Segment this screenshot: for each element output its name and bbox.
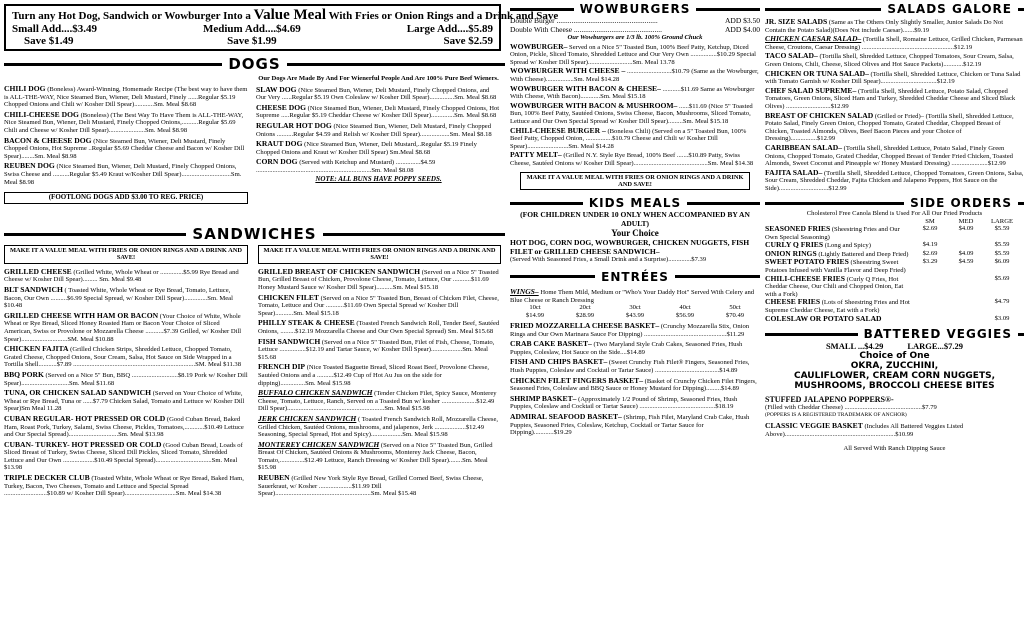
- side-order-row: ONION RINGS (Lightly Battered and Deep Fried) $2.69 $4.09 $5.59: [765, 248, 1010, 258]
- sandwiches-section: [0, 245, 505, 498]
- salads-header: SALADS GALORE: [765, 2, 1024, 16]
- veggies-header: BATTERED VEGGIES: [765, 327, 1024, 341]
- salad-item: CARIBBEAN SALAD– (Tortilla Shell, Shredded Lettuce, Potato Salad, Finely Green Onions, Chopped Tomato, Grated Cheddar, Chopped Breast of Tender Fried Chicken, Toasted Almonds, Sweet Coconut and Pineapple w/ Honey Mustard Dressing) ......................$12.99: [765, 142, 1013, 168]
- salad-item: CHICKEN CAESAR SALAD– (Tortilla Shell, Romaine Lettuce, Grilled Chicken, Parmesan Cheese, Croutons, Caesar Dressing) ........................................................$12.19: [765, 34, 1023, 51]
- salad-item: CHEF SALAD SUPREME– (Tortilla Shell, Shredded Lettuce, Potato Salad, Chopped Tomatoes, Green Onions, Sliced Ham and Turkey, Shredded Cheddar Cheese and Sliced Black Olives) ...........................$12.99: [765, 85, 1016, 110]
- side-order-row: CURLY Q FRIES (Long and Spicy) $4.19 $5.59: [765, 240, 1010, 250]
- sandwich-item: BUFFALO CHICKEN SANDWICH (Tender Chicken Filet, Spicy Sauce, Monterey Cheese, Tomato, Lettuce, Ranch, Served on a Toasted Bun w/ kosher .....................$12.49 Dill Spear)...........................................................Sm. Meal $15.98: [258, 388, 497, 413]
- kids-choice: Your Choice: [611, 228, 659, 239]
- sandwich-item: GRILLED CHEESE WITH HAM OR BACON (Your Choice of White, Whole Wheat or Rye Bread, Sliced Honey Roasted Ham or Bacon Your Choice of Sliced American, Swiss or Provolone or Mozzarella Cheese ...........$7.39 Grilled, w/ Kosher Dill Spear)............................SM. Meal $10.88: [4, 310, 242, 343]
- classic-veggie: CLASSIC VEGGIE BASKET (Includes All Battered Veggies Listed Above)...................................................................$10.99: [765, 421, 964, 438]
- dog-item: SLAW DOG (Nice Steamed Bun, Wiener, Deli Mustard, Finely Chopped Onions, and Our Very ......Regular $5.19 Own Coleslaw w/ Kosher Dill Spear)...............Sm. Meal $8.68: [256, 84, 497, 102]
- value-meal-line1: Turn any Hot Dog, Sandwich or Wowburger Into a: [12, 10, 251, 22]
- wings-item: WINGS– Home Them Mild, Medium or "Who's Your Daddy Hot" Served With Celery and Blue Cheese or Ranch Dressing: [510, 286, 755, 304]
- sandwich-item: GRILLED CHEESE (Grilled White, Whole Wheat or ..............$5.99 Rye Bread and Cheese w/ Kosher Dill Spear)......... Sm. Meal $9.48: [4, 266, 239, 284]
- veggie-choice: Choice of One: [859, 351, 930, 362]
- sandwiches-header: SANDWICHES: [4, 225, 505, 243]
- wowburger-item: PATTY MELT– (Grilled N.Y. Style Rye Bread, 100% Beef .......$10.89 Patty, Swiss Cheese, Sautéed Onions w/ Kosher Dill Spear).............................................Sm. Meal $14.38: [510, 150, 754, 167]
- footlong-note: (FOOTLONG DOGS ADD $3.00 TO REG. PRICE): [4, 192, 248, 203]
- sandwich-value-box: MAKE IT A VALUE MEAL WITH FRIES OR ONION RINGS AND A DRINK AND SAVE!: [4, 245, 248, 264]
- wings-prices: $14.99 $28.99 $43.99 $56.99 $70.49: [525, 312, 745, 320]
- dogs-intro: Our Dogs Are Made By And For Wienerful People And Are 100% Pure Beef Wieners.: [258, 75, 499, 82]
- side-order-row: SWEET POTATO FRIES (Sheestring Sweet Potatoes Infused with Vanilla Flavor and Deep Fried) $3.29 $4.59 $6.09: [765, 257, 1010, 275]
- value-size-small: Small Add....$3.49 Save $1.49: [12, 23, 97, 47]
- sandwich-item: GRILLED BREAST OF CHICKEN SANDWICH (Served on a Nice 5" Toasted Bun, Grilled Breast of Chicken, Provolone Cheese, Tomato, Lettuce, Our ...........$11.69 Honey Mustard Sauce w/ Kosher Dill Spear)..........Sm. Meal $15.18: [258, 266, 499, 291]
- sandwich-item: CHICKEN FILET (Served on a Nice 5" Toasted Bun, Breast of Chicken Filet, Cheese, Tomato, Lettuce and Our ...........$11.69 Own Special Spread w/ Kosher Dill Spear)...........Sm. Meal $15.18: [258, 292, 499, 317]
- dog-item: REGULAR HOT DOG (Nice Steamed Bun, Wiener, Deli Mustard, Finely Chopped Onions ..........Regular $4.59 and Relish w/ Kosher Dill Spear)..................Sm. Meal $8.18: [256, 120, 492, 138]
- sandwich-item: MONTEREY CHICKEN SANDWICH (Served on a Nice 5" Toasted Bun, Grilled Breast Of Chicken, Sautéed Onions & Mushrooms, Monterey Jack Cheese, Bacon, Tomato,...............$12.49 Lettuce, Ranch Dressing w/ Kosher Dill Spear)........Sm. Meal $15.98: [258, 439, 493, 472]
- sandwich-item: CHICKEN FAJITA (Grilled Chicken Strips, Shredded Lettuce, Chopped Tomato, Grated Cheese, Chopped Onions, Sour Cream, Salsa, Hot Sauce on Side Wrapped in a Tortilla Shell...........$7.89 ..........................................................................SM. Meal $11.38: [4, 344, 242, 369]
- dog-item: REUBEN DOG (Nice Steamed Bun, Wiener, Deli Mustard, Finely Chopped Onions, Swiss Cheese and ..........Regular $5.49 Kraut w/Kosher Dill Spear)..............................Sm. Meal $8.98: [4, 161, 242, 186]
- sandwich-item: TUNA, OR CHICKEN SALAD SANDWICH (Served on Your Choice of White, Wheat or Rye Bread, Tuna or ......$7.79 Chicken Salad, Tomato and Lettuce w/ Kosher Dill Spear)Sm Meal 11.28: [4, 388, 245, 413]
- poppers-note: (POPPERS IS A REGISTERED TRADEMARK OF ANCHOR): [765, 411, 907, 418]
- wowburger-item: WOWBURGER WITH CHEESE – ...........................$10.79 (Same as the Wowburger, With Cheese).................Sm. Meal $14.28: [510, 66, 759, 83]
- salad-item: JR. SIZE SALADS (Same as The Others Only Slightly Smaller, Junior Salads Do Not Contain the Potato Salad)(Does Not include Caesar).......$9.19: [765, 17, 1004, 34]
- middle-column: [510, 0, 760, 622]
- veggie-line1: OKRA, ZUCCHINI,: [850, 361, 939, 372]
- side-order-row: CHEESE FRIES (Lots of Sheestring Fries and Hot Supreme Cheddar Cheese, Eat with a Fork) $4.79: [765, 297, 1010, 314]
- sandwich-item: CUBAN- TURKEY- HOT PRESSED OR COLD (Good Cuban Bread, Loads of Sliced Breast of Turkey, Swiss Cheese, Sliced Dill Pickles, Sliced Tomato, Shredded Lettuce and Our Own ...................$10.49 Special Spread)..................................Sm. Meal $13.98: [4, 439, 243, 472]
- salad-item: TACO SALAD– (Tortilla Shell, Shredded Lettuce, Chopped Tomatoes, Sour Cream, Salsa, Green Onions, Chili, Cheese, Sliced Olives and Hot Sauce Packets)............$12.19: [765, 51, 1014, 68]
- wowburger-note: Our Wowburgers are 1/3 lb. 100% Ground Chuck: [567, 34, 703, 41]
- right-column: [765, 0, 1024, 622]
- buns-note: NOTE: ALL BUNS HAVE POPPY SEEDS.: [315, 174, 442, 183]
- poppers-name: STUFFED JALAPENO POPPERS®-: [765, 395, 894, 405]
- sandwich-item: CUBAN REGULAR- HOT PRESSED OR COLD (Good Cuban Bread, Baked Ham, Roast Pork, Turkey, Salami, Swiss Cheese, Pickles, Tomatoes,............$10.49 Lettuce and Our Special Spread)..............................Sm. Meal $13.98: [4, 413, 244, 439]
- sandwich-item: BBQ PORK (Served on a Nice 5" Bun, BBQ ............................$8.19 Pork w/ Kosher Dill Spear).............................Sm. Meal $11.68: [4, 369, 248, 387]
- veggie-line3: MUSHROOMS, BROCCOLI CHEESE BITES: [794, 381, 995, 392]
- value-size-large: Large Add....$5.89 Save $2.59: [406, 23, 493, 47]
- entree-item: FRIED MOZZARELLA CHEESE BASKET– (Crunchy Mozzarella Stix, Onion Rings and Our Own Marinara Sauce For Dipping) ..................................................$11.29: [510, 321, 750, 338]
- sandwich-item: BLT SANDWICH ( Toasted White, Whole Wheat or Rye Bread, Tomato, Lettuce, Bacon, Our Own ..........$6.99 Special Spread, w/ Kosher Dill Spear)..............Sm. Meal $10.48: [4, 285, 233, 310]
- entree-item: ADMIRAL SEAFOOD BASKET– (Shrimp, Fish Filet, Maryland Crab Cake, Hush Puppies, Seasoned Fries, Coleslaw, Ketchup, Cocktail or Tartar Sauce for Dipping)............$19.29: [510, 412, 750, 437]
- side-order-row: CHILI-CHEESE FRIES (Curly Q Fries, Hot Cheddar Cheese, Our Chili and Chopped Onion, Eat with a Fork) $5.69: [765, 273, 1010, 298]
- double-cheese-row: Double With Cheese ............................................... ADD $4.00: [510, 25, 760, 34]
- wowburger-item: WOWBURGER WITH BACON & CHEESE– ...........$11.69 Same as Wowburger With Cheese, With Bacon)............Sm. Meal $15.18: [510, 83, 755, 101]
- entrees-header: ENTRÉES: [510, 270, 760, 284]
- sides-list: [765, 225, 1024, 323]
- kids-sub: (FOR CHILDREN UNDER 10 ONLY WHEN ACCOMPANIED BY AN ADULT): [520, 210, 750, 229]
- value-meal-line2: With Fries or Onion Rings and a Drink and Save: [328, 10, 559, 22]
- value-meal-banner: [4, 4, 559, 51]
- salad-item: CHICKEN OR TUNA SALAD– (Tortilla Shell, Shredded Lettuce, Chicken or Tuna Salad with Tomato Garnish w/ Kosher Dill Spear)..................................$12.19: [765, 68, 1021, 86]
- sandwich-value-box: MAKE IT A VALUE MEAL WITH FRIES OR ONION RINGS AND A DRINK AND SAVE!: [258, 245, 501, 264]
- dogs-header: DOGS: [4, 55, 505, 73]
- sandwich-item: REUBEN (Grilled New York Style Rye Bread, Grilled Corned Beef, Swiss Cheese, Sauerkraut, w/ Kosher ....................$11.99 Dill Spear)..........................................................Sm. Meal $15.48: [258, 473, 484, 498]
- sandwich-item: FISH SANDWICH (Served on a Nice 5" Toasted Bun, Filet of Fish, Cheese, Tomato, Lettuce ................$12.19 and Tartar Sauce, w/ Kosher Dill Spear)...................Sm. Meal $15.68: [258, 336, 495, 361]
- sides-note: Cholesterol Free Canola Blend is Used For All Our Fried Products: [806, 210, 983, 218]
- wowburger-item: CHILI-CHEESE BURGER – (Boneless Chili) (Served on a 5" Toasted Bun, 100% Beef Patty, Chopped Onion, ................$10.79 Cheese and Chili w/ Kosher Dill Spear).........................Sm. Meal $14.28: [510, 125, 747, 150]
- wowburgers-header: WOWBURGERS: [510, 2, 760, 16]
- dog-item: KRAUT DOG (Nice Steamed Bun, Wiener, Deli Mustard,..Regular $5.19 Finely Chopped Onions and Kraut w/ Kosher Dill Spear) Sm.Meal $8.68: [256, 139, 477, 156]
- wings-headers: 10ct 20ct 30ct 40ct 50ct: [529, 304, 741, 312]
- entree-item: SHRIMP BASKET– (Approximately 1/2 Pound of Shrimp, Seasoned Fries, Hush Puppies, Coleslaw and Cocktail or Tartar Sauce) ..............................................$18.19: [510, 393, 738, 411]
- value-size-medium: Medium Add....$4.69 Save $1.99: [202, 23, 301, 47]
- salad-item: FAJITA SALAD– (Tortilla Shell, Shredded Lettuce, Chopped Tomatoes, Green Onions, Salsa, Sour Cream, Shredded Cheddar, Fajita Chicken and Jalapeno Peppers, Hot Sauce on the Side)..............................$12.99: [765, 167, 1024, 192]
- veggie-line2: CAULIFLOWER, CREAM CORN NUGGETS,: [793, 371, 995, 382]
- entree-item: FISH AND CHIPS BASKET– (Sweet Crunchy Fish Filet® Fingers, Seasoned Fries, Hush Puppies, Coleslaw and Cocktail or Tartar Sauce) .......................................$14.89: [510, 357, 750, 375]
- wowburger-value-box: MAKE IT A VALUE MEAL WITH FRIES OR ONION RINGS AND A DRINK AND SAVE!: [520, 172, 750, 191]
- sides-cols: SM MED LARGE: [925, 218, 1013, 226]
- side-order-row: COLESLAW OR POTATO SALAD $3.09: [765, 313, 1010, 323]
- double-burger-row: Double Burger ...................................................... ADD $3.50: [510, 16, 760, 25]
- side-order-row: SEASONED FRIES (Sheestring Fries and Our Own Special Seasoning) $2.69 $4.09 $5.59: [765, 224, 1010, 241]
- kids-items: HOT DOG, CORN DOG, WOWBURGER, CHICKEN NUGGETS, FISH FILET or GRILLED CHEESE SANDWICH–: [510, 238, 750, 257]
- wowburger-item: WOWBURGER WITH BACON & MUSHROOM– ......$11.69 (Nice 5" Toasted Bun, 100% Beef Patty, Sautéed Onions, Swiss Cheese, Bacon, Mushrooms, Sliced Tomato, Lettuce and Our Own Special Spread w/ Kosher Dill Spear).........Sm. Meal $15.18: [510, 100, 753, 125]
- dog-item: BACON & CHEESE DOG (Nice Steamed Bun, Wiener, Deli Mustard, Finely Chopped Onions, Hot Supreme ..Regular $5.69 Cheddar Cheese and Bacon w/ Kosher Dill Spear)........Sm. Meal $8.98: [4, 135, 245, 160]
- side-orders-header: SIDE ORDERS: [765, 196, 1024, 210]
- dog-item: CHEESE DOG (Nice Steamed Bun, Wiener, Deli Mustard, Finely Chopped Onions, Hot Supreme .....Regular $5.19 Cheddar Cheese w/ Kosher Dill Spear)..............Sm. Meal $8.68: [256, 102, 500, 120]
- salad-item: BREAST OF CHICKEN SALAD (Grilled or Fried)– (Tortilla Shell, Shredded Lettuce, Potato Salad, Finely Green Onion, Chopped Tomato, Grated Cheddar, Chopped Breast of Chicken, Toasted Almonds, Olives, Beef Bacon Pieces and your Choice of Dressing)................$12.99: [765, 110, 1014, 143]
- wowburger-item: WOWBURGER– Served on a Nice 5" Toasted Bun, 100% Beef Patty, Ketchup, Diced Onion, Pickle, Sliced Tomato, Shredded Lettuce and Our Very Own ................$10.29 Special Spread w/ Kosher Dill Spear)...........................Sm. Meal 13.78: [510, 41, 756, 66]
- dog-item: CHILI-CHEESE DOG (Boneless) (The Best Way To Have Them is ALL-THE-WAY, Nice Steamed Bun, Wiener, Deli Mustard, Finely Chopped Onions,..........Regular $5.69 Chili and Cheese w/ Kosher Dill Spear)......................Sm. Meal $8.98: [4, 109, 244, 134]
- kids-header: KIDS MEALS: [510, 196, 760, 210]
- dogs-section: [0, 75, 505, 223]
- value-meal-big: Value Meal: [253, 7, 327, 23]
- sandwich-item: FRENCH DIP (Nice Toasted Baguette Bread, Sliced Roast Beef, Provolone Cheese, Sautéed Onions and a ..........$12.49 Cup of Hot Au Jus on the side for dipping)...............Sm. Meal $15.98: [258, 362, 490, 387]
- entree-item: CHICKEN FILET FINGERS BASKET– (Basket of Crunchy Chicken Filet Fingers, Seasoned Fries, Coleslaw and BBQ Sauce or Honey Mustard for Dipping).........$14.89: [510, 375, 757, 393]
- sandwich-item: TRIPLE DECKER CLUB (Toasted White, Whole Wheat or Rye Bread, Baked Ham, Turkey, Bacon, Two Cheeses, Tomato and Lettuce and Special Spread ..........................$10.89 w/ Kosher Dill Spear)...............................Sm. Meal $14.38: [4, 473, 244, 498]
- dog-item: CORN DOG (Served with Ketchup and Mustard) ...............$4.59 ......................................................................Sm. Meal $8.08: [256, 157, 436, 174]
- ranch-note: All Served With Ranch Dipping Sauce: [843, 444, 946, 452]
- sandwich-item: JERK CHICKEN SANDWICH ( Toasted French Sandwich Roll, Mozzarella Cheese, Grilled Chicken, Sautéed Onions, mushrooms, and jalapenos, Jerk ...................$12.49 Seasoning, Special Spread, Hot and Spicy)...................Sm. Meal $15.98: [258, 413, 499, 439]
- veggie-sizes: SMALL ...$4.29 LARGE...$7.29: [825, 341, 964, 352]
- kids-desc: (Served With Seasoned Fries, a Small Drink and a Surprise)..............$7.39: [510, 256, 707, 264]
- poppers-desc: (Filled with Cheddar Cheese) ...............................................$7.79: [765, 404, 937, 412]
- dog-item: CHILI DOG (Boneless) Award-Winning, Homemade Recipe (The best way to have them is ALL-THE-WAY, Nice Steamed Bun, Wiener, Deli Mustard, Finely ......Regular $5.19 Chopped Onions and Chili w/ Kosher Dill Spear)............Sm. Meal $8.68: [4, 84, 248, 109]
- sandwich-item: PHILLY STEAK & CHEESE (Toasted French Sandwich Roll, Tender Beef, Sautéed Onions, .........$12.19 Mozzarella Cheese and Our Own Special Spread) Sm. Meal $15.68: [258, 318, 500, 335]
- entree-item: CRAB CAKE BASKET– (Two Maryland Style Crab Cakes, Seasoned Fries, Hush Puppies, Coleslaw, Hot Sauce on the Side....$14.89: [510, 339, 743, 356]
